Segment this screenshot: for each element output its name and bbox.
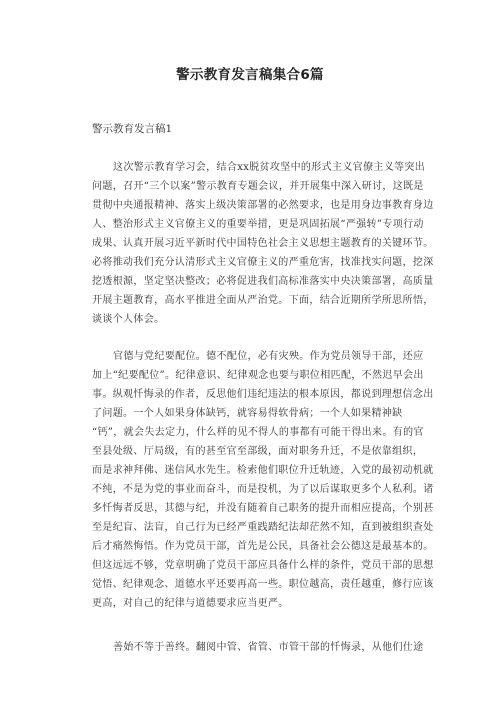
document-title: 警示教育发言稿集合6篇 [176,67,324,83]
text-line: 挖透根源，坚定坚决整改；必将促进我们高标准落实中央决策部署，高质量 [92,276,434,287]
text-line: 至县处级、厅局级，有的甚至官至部级，面对职务升迁，不是依靠组织， [92,446,424,457]
text-line: “钙”，就会失去定力，什么样的见不得人的事都有可能干得出来。有的官 [92,427,424,438]
text-line: 觉悟、纪律观念、道德水平还要再高一些。职位越高，责任越重，修行应该 [92,579,434,590]
text-line: 至是纪盲、法盲，自己行为已经严重践踏纪法却茫然不知，直到被组织查处 [92,522,434,533]
text-line: 了问题。一个人如果身体缺钙，就容易得软骨病；一个人如果精神缺 [92,408,403,419]
text-line: 必将推动我们充分认清形式主义官僚主义的严重危害，找准找实问题，挖深 [92,257,434,268]
text-line: 人、整治形式主义官僚主义的重要举措，更是巩固拓展“严强转”专项行动 [92,219,424,230]
text-line: 不纯，不是为党的事业而奋斗，而是投机，为了以后谋取更多个人私利。诸 [92,484,434,495]
text-line: 开展主题教育，高水平推进全面从严治党。下面，结合近期所学所思所悟， [92,295,434,306]
text-line: 加上“纪要配位”。纪律意识、纪律观念也要与职位相匹配，不然迟早会出 [92,370,424,381]
text-line: 问题，召开“三个以案”警示教育专题会议，并开展集中深入研讨，这既是 [92,181,424,192]
text-line: 谈谈个人体会。 [92,314,165,325]
text-line: 成果、认真开展习近平新时代中国特色社会主义思想主题教育的关键环节。 [92,238,434,249]
text-line: 而是求神拜佛、迷信风水先生。检索他们职位升迁轨迹，入党的最初动机就 [92,465,434,476]
speech-heading: 警示教育发言稿1 [92,123,173,135]
text-line: 官德与党纪要配位。德不配位，必有灾殃。作为党员领导干部，还应 [113,351,424,362]
text-line: 这次警示教育学习会，结合xx脱贫攻坚中的形式主义官僚主义等突出 [113,162,426,173]
text-line: 善始不等于善终。翻阅中管、省管、市管干部的忏悔录，从他们仕途 [113,642,424,653]
text-line: 贯彻中央通报精神、落实上级决策部署的必然要求，也是用身边事教育身边 [92,200,434,211]
text-line: 更高，对自己的纪律与道德要求应当更严。 [92,598,289,609]
text-line: 但这远远不够，党章明确了党员干部应具备什么样的条件，党员干部的思想 [92,560,434,571]
text-line: 事。纵观忏悔录的作者，反思他们违纪违法的根本原因，都说到理想信念出 [92,389,434,400]
text-line: 后才痛然悔悟。作为党员干部，首先是公民，具备社会公德这是最基本的。 [92,541,434,552]
text-line: 多忏悔者反思，其德与纪，并没有随着自己职务的提升而相应提高，个别甚 [92,503,434,514]
